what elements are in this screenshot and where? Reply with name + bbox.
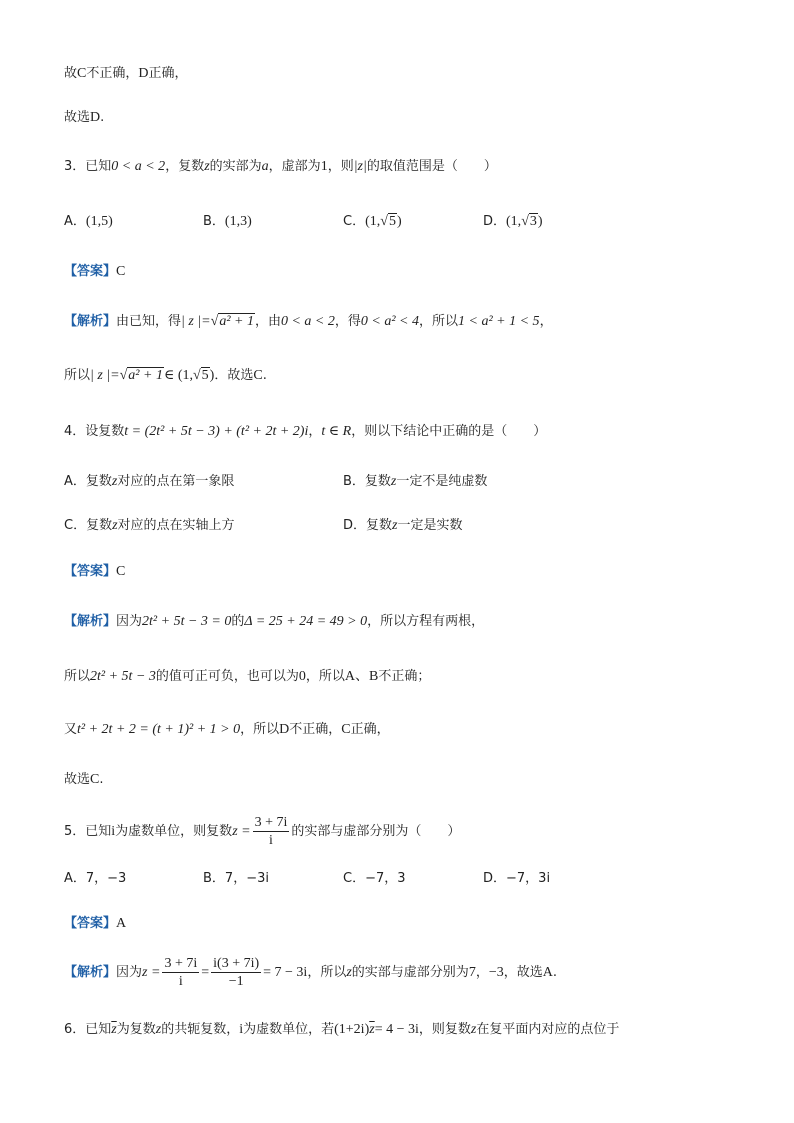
- q5-option-d: D．−7，3i: [483, 871, 551, 886]
- q3-solution-line-1: 【解析】由已知，得| z |=√a² + 1，由0 < a < 2，得0 < a² < 4，所以1 < a² + 1 < 5，: [64, 314, 553, 329]
- question-4-stem: 4．设复数t = (2t² + 5t − 3) + (t² + 2t + 2)i，t ∈ R，则以下结论中正确的是（ ）: [64, 424, 547, 439]
- solution-line-choose-d: 故选D.: [64, 110, 105, 125]
- q3-option-d: D．(1,√3): [483, 214, 543, 229]
- q5-solution: 【解析】因为z = $\frac{3 + 7i}{i}$ = $\frac{i(3 + 7i)}{-1}$ = 7 − 3i，所以z的实部与虚部分别为7，−3，故选A.: [64, 956, 558, 989]
- q3-option-b: B．(1,3): [203, 214, 252, 229]
- q5-answer: 【答案】A: [64, 916, 127, 931]
- q4-option-b: B．复数z一定不是纯虚数: [343, 474, 488, 489]
- solution-line-c-incorrect: 故C不正确，D正确，: [64, 66, 188, 81]
- q5-option-b: B．7，−3i: [203, 871, 269, 886]
- question-6-stem: 6．已知$\overline{z}$为复数z的共轭复数，i为虚数单位，若$(1+2i)\overline{z}= 4 - 3i$，则复数z在复平面内对应的点位于: [64, 1022, 620, 1037]
- q4-solution-line-4: 故选C.: [64, 772, 104, 787]
- q4-option-d: D．复数z一定是实数: [343, 518, 463, 533]
- q3-option-a: A．(1,5): [64, 214, 113, 229]
- q4-answer: 【答案】C: [64, 564, 126, 579]
- q3-solution-line-2: 所以| z |=√a² + 1∈ (1,√5)．故选C.: [64, 368, 267, 383]
- q4-solution-line-3: 又t² + 2t + 2 = (t + 1)² + 1 > 0，所以D不正确，C正确，: [64, 722, 390, 737]
- q4-option-c: C．复数z对应的点在实轴上方: [64, 518, 235, 533]
- q4-option-a: A．复数z对应的点在第一象限: [64, 474, 235, 489]
- q3-option-c: C．(1,√5): [343, 214, 402, 229]
- q5-option-c: C．−7，3: [343, 871, 406, 886]
- question-3-stem: 3．已知0 < a < 2，复数z的实部为a，虚部为1，则|z|的取值范围是（ ）: [64, 159, 497, 174]
- q3-answer: 【答案】C: [64, 264, 126, 279]
- q4-solution-line-1: 【解析】因为2t² + 5t − 3 = 0的Δ = 25 + 24 = 49 > 0，所以方程有两根，: [64, 614, 485, 629]
- q4-solution-line-2: 所以2t² + 5t − 3的值可正可负，也可以为0，所以A、B不正确；: [64, 669, 431, 684]
- q5-fraction: $\frac{3 + 7i}{i}$: [254, 815, 288, 848]
- question-5-stem: 5．已知i为虚数单位，则复数z = $\frac{3 + 7i}{i}$ 的实部与虚部分别为（ ）: [64, 815, 461, 848]
- q5-option-a: A．7，−3: [64, 871, 127, 886]
